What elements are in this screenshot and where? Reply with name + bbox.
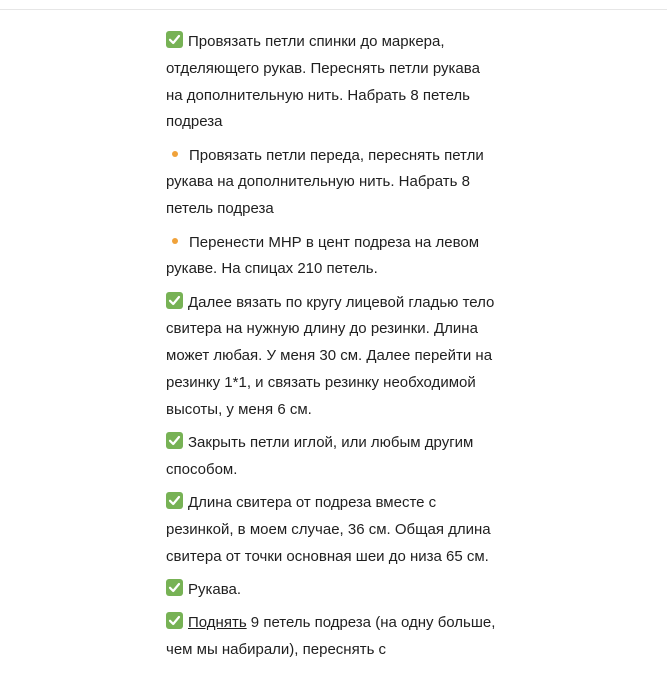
- paragraph: [166, 290, 496, 424]
- orange-dot-icon: [172, 238, 178, 244]
- instructions-text: [166, 29, 496, 671]
- paragraph-text: Рукава.: [188, 581, 242, 599]
- paragraph-text: Далее вязать по кругу лицевой гладью тело свитера на нужную длину до резинки. Длина может любая. У меня 30 см. Далее перейти на резинку 1*1, и связать резинку необходимой высоты, у меня 6 см.: [166, 293, 495, 418]
- paragraph-text: Провязать петли переда, переснять петли рукава на дополнительную нить. Набрать 8 петель подреза: [166, 146, 484, 218]
- check-mark-icon: [166, 31, 183, 48]
- paragraph: [166, 490, 496, 570]
- paragraph: [166, 430, 496, 484]
- orange-dot-icon: [172, 151, 178, 157]
- check-mark-icon: [166, 292, 183, 309]
- check-mark-icon: [166, 492, 183, 509]
- paragraph-text: Перенести МНР в цент подреза на левом рукаве. На спицах 210 петель.: [166, 233, 480, 278]
- underlined-link[interactable]: Поднять: [188, 614, 247, 632]
- paragraph: [166, 610, 496, 664]
- check-mark-icon: [166, 612, 183, 629]
- paragraph-text: Провязать петли спинки до маркера, отделяющего рукав. Переснять петли рукава на дополнительную нить. Набрать 8 петель подреза: [166, 33, 480, 131]
- top-divider: [0, 9, 667, 10]
- paragraph: [166, 577, 496, 604]
- paragraph-text: Закрыть петли иглой, или любым другим способом.: [166, 434, 474, 478]
- paragraph: [166, 29, 496, 136]
- check-mark-icon: [166, 432, 183, 449]
- check-mark-icon: [166, 579, 183, 596]
- paragraph: [166, 230, 496, 284]
- paragraph-text: Длина свитера от подреза вместе с резинкой, в моем случае, 36 см. Общая длина свитера от точки основная шеи до низа 65 см.: [166, 494, 491, 565]
- paragraph: [166, 143, 496, 223]
- paragraph-text: 9 петель подреза (на одну больше, чем мы набирали), переснять с: [166, 614, 496, 659]
